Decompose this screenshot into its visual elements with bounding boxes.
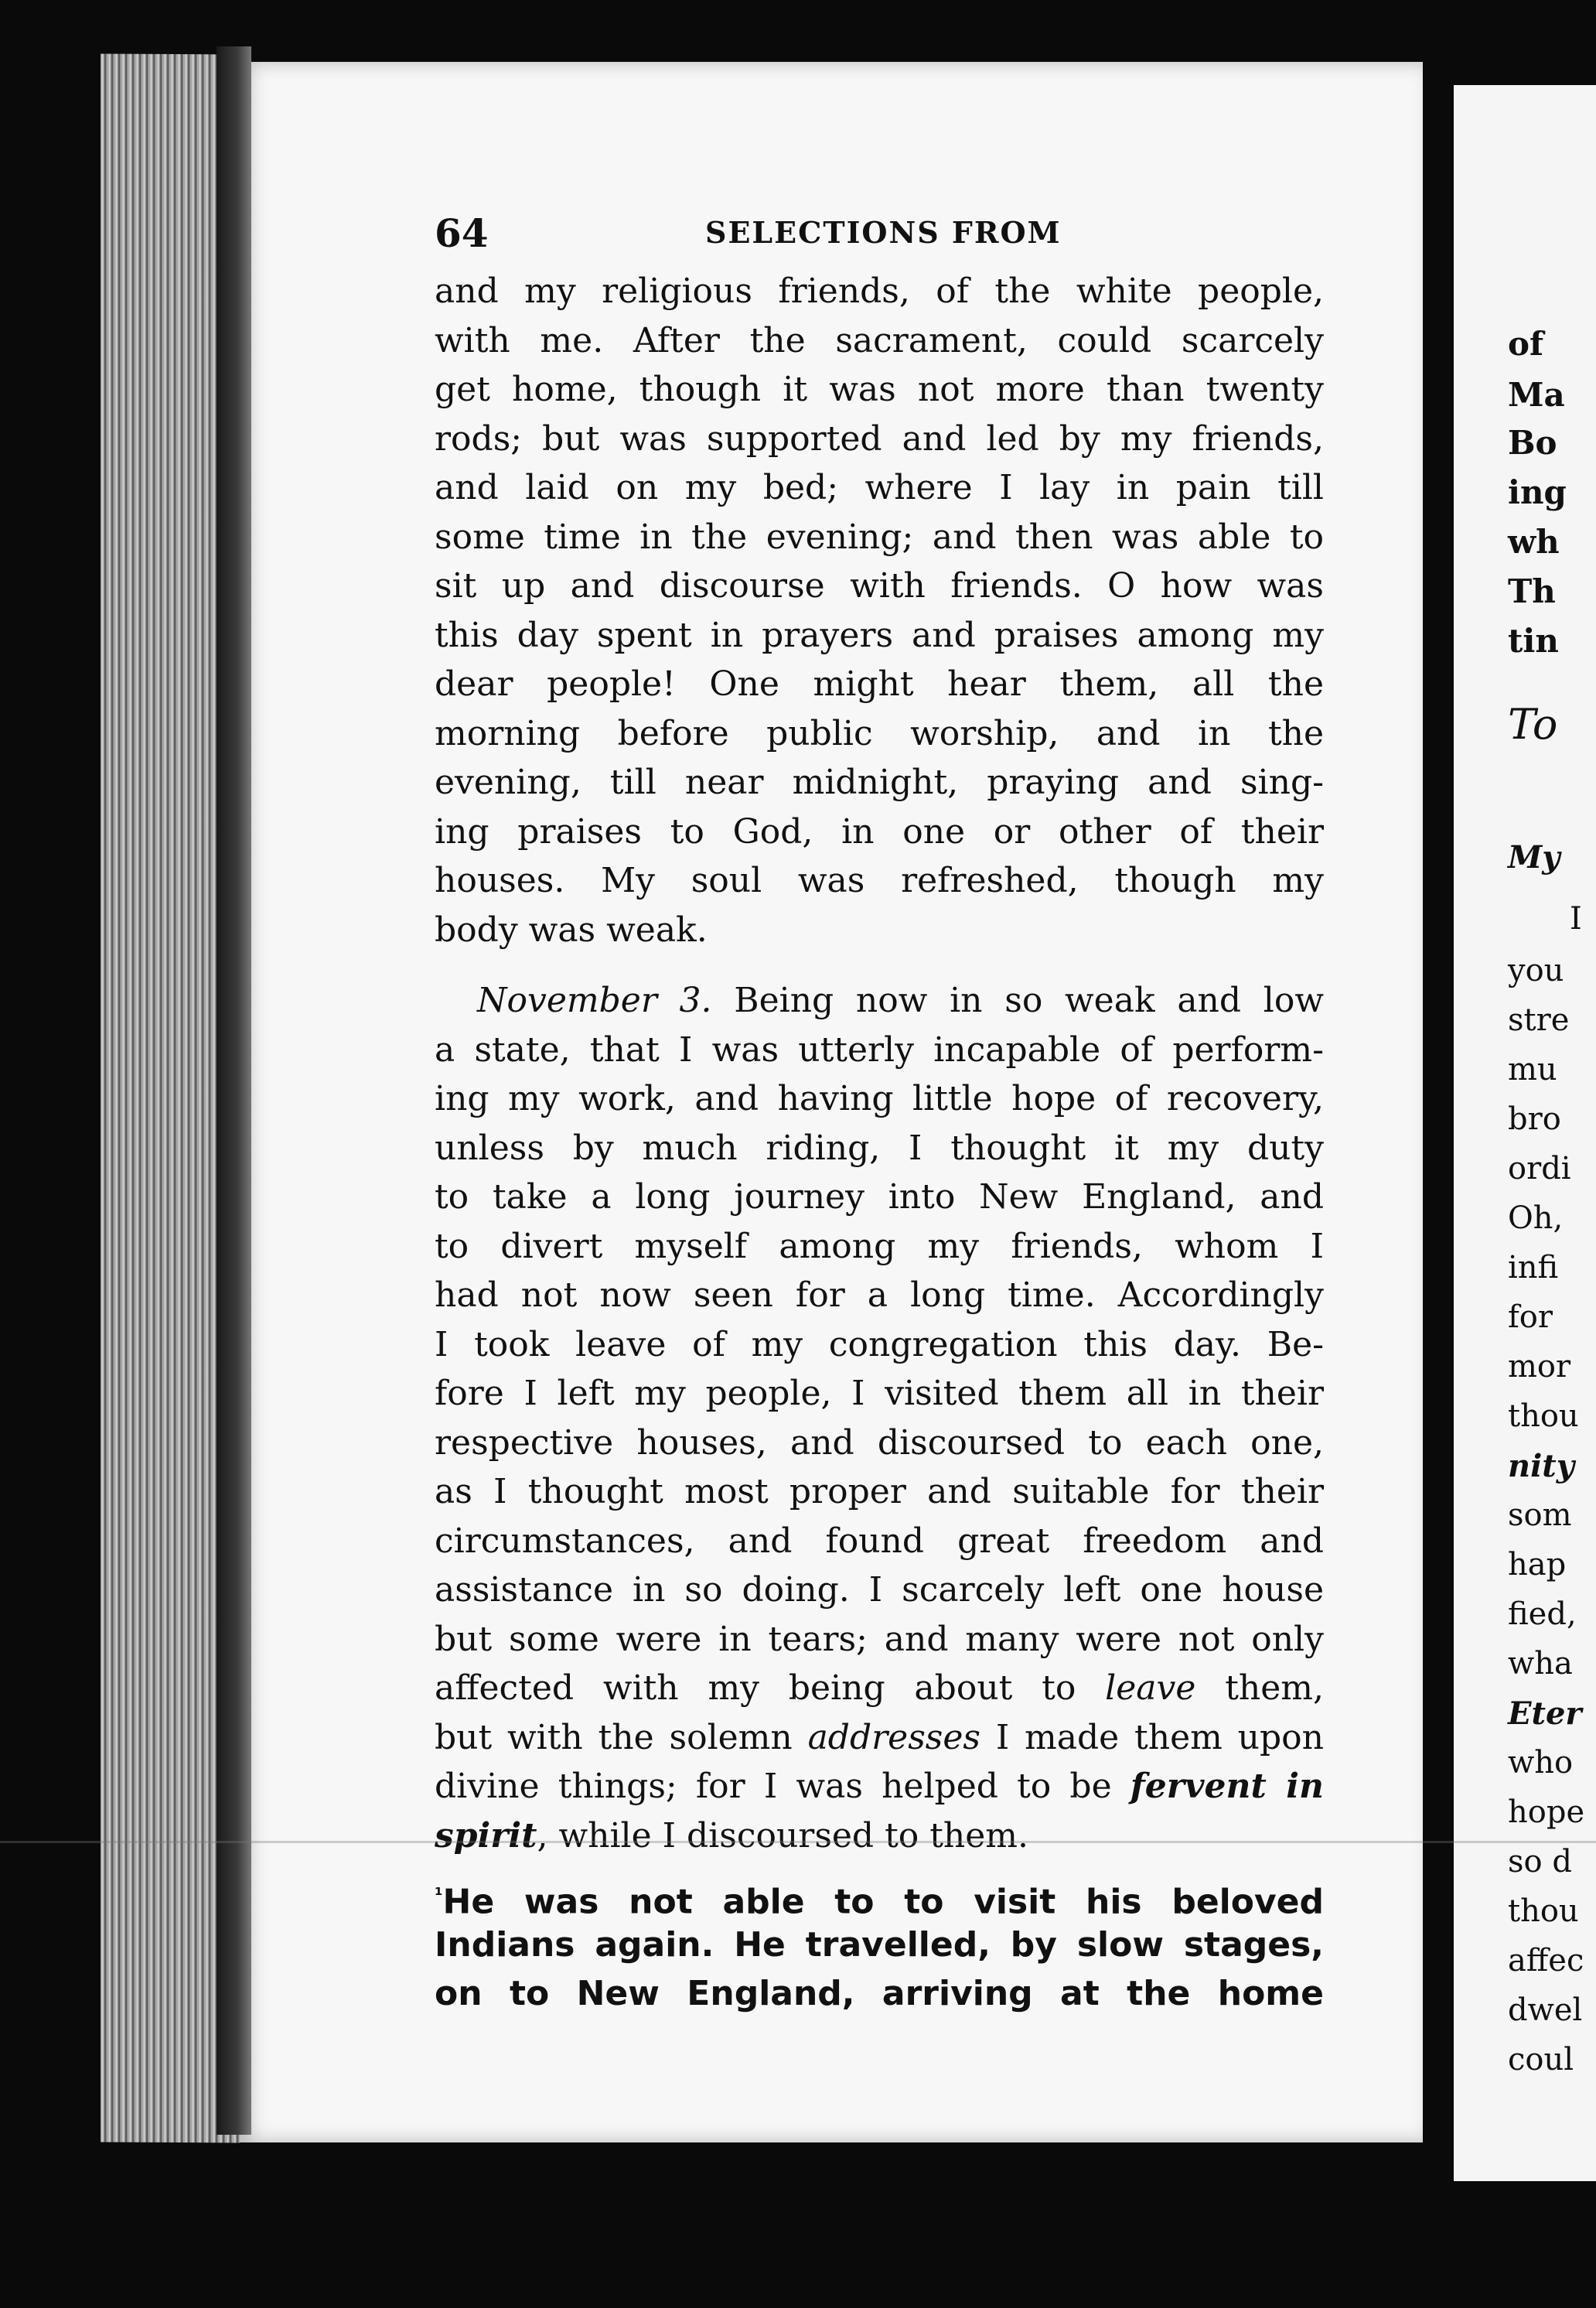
right-page-fragment: infi xyxy=(1508,1250,1559,1285)
right-page-fragment: Bo xyxy=(1508,424,1557,462)
right-page-fragment: wha xyxy=(1508,1646,1573,1681)
text-span: them, xyxy=(1195,1668,1324,1708)
right-page-fragment: som xyxy=(1508,1497,1572,1533)
note-line xyxy=(435,1871,1324,1920)
italic-word: spirit xyxy=(435,1815,537,1856)
paragraph-1 xyxy=(435,267,1324,954)
text-line: ing my work, and having little hope of recovery, xyxy=(435,1079,1324,1118)
text-line xyxy=(435,1664,1324,1713)
right-page-fragment: Ma xyxy=(1508,376,1565,414)
right-page-fragment: stre xyxy=(1508,1002,1570,1038)
italic-word: fervent in xyxy=(1130,1767,1324,1806)
right-page-fragment: you xyxy=(1508,953,1564,988)
italic-word: leave xyxy=(1105,1668,1196,1708)
text-line: rods; but was supported and led by my friends, xyxy=(435,418,1324,459)
text-line: ing praises to God, in one or other of their xyxy=(435,811,1324,852)
right-page-fragment: affec xyxy=(1508,1943,1584,1979)
right-page-fragment: thou xyxy=(1508,1398,1579,1434)
text-line xyxy=(435,1762,1324,1811)
text-span: but with the solemn xyxy=(435,1717,808,1757)
text-span: Being now in so weak and low xyxy=(711,981,1324,1020)
text-line xyxy=(435,976,1324,1026)
right-page-fragment: of xyxy=(1508,325,1544,363)
right-page-fragment: mor xyxy=(1508,1349,1571,1384)
text-line: dear people! One might hear them, all the xyxy=(435,664,1324,704)
page-number: 64 xyxy=(435,210,489,256)
text-span: divine things; for I was helped to be xyxy=(435,1767,1130,1806)
right-page-fragment: Eter xyxy=(1508,1695,1582,1732)
text-line: as I thought most proper and suitable for their xyxy=(435,1472,1324,1511)
note-marker: ¹ xyxy=(435,1884,443,1906)
text-line: assistance in so doing. I scarcely left one house xyxy=(435,1570,1324,1610)
text-line: morning before public worship, and in the xyxy=(435,713,1324,753)
text-line: to take a long journey into New England, and xyxy=(435,1177,1324,1217)
right-page-fragment: so d xyxy=(1508,1844,1572,1880)
text-line: unless by much riding, I thought it my duty xyxy=(435,1128,1324,1168)
text-span: He was not able to to visit his beloved xyxy=(442,1882,1324,1922)
body-text xyxy=(435,267,1324,2019)
right-page-fragment: dwel xyxy=(1508,1992,1583,2028)
paragraph-2 xyxy=(435,976,1324,1860)
note-line: Indians again. He travelled, by slow stages, xyxy=(435,1924,1324,1965)
text-line: had not now seen for a long time. Accordingly xyxy=(435,1275,1324,1315)
right-page-subheading: My xyxy=(1508,839,1560,876)
right-page-heading: To xyxy=(1508,700,1558,749)
entry-date: November 3. xyxy=(477,981,712,1020)
text-line: get home, though it was not more than twenty xyxy=(435,370,1324,409)
right-page-fragment: who xyxy=(1508,1745,1574,1781)
text-line: respective houses, and discoursed to each one, xyxy=(435,1422,1324,1463)
text-span: I made them upon xyxy=(980,1717,1324,1757)
text-line: I took leave of my congregation this day. Be- xyxy=(435,1324,1324,1364)
right-page-fragment: hap xyxy=(1508,1547,1567,1582)
right-page-fragment: for xyxy=(1508,1299,1553,1335)
note-line: on to New England, arriving at the home xyxy=(435,1974,1324,2013)
right-page-fragment: Th xyxy=(1508,572,1556,610)
italic-word: addresses xyxy=(807,1717,980,1757)
text-line: to divert myself among my friends, whom I xyxy=(435,1226,1324,1266)
text-line: circumstances, and found great freedom and xyxy=(435,1521,1324,1561)
text-line: fore I left my people, I visited them all in their xyxy=(435,1374,1324,1413)
right-page-fragment: nity xyxy=(1508,1448,1574,1484)
running-title: SELECTIONS FROM xyxy=(705,215,1062,250)
text-line: evening, till near midnight, praying and sing- xyxy=(435,763,1324,802)
right-page-fragment: ordi xyxy=(1508,1151,1571,1186)
right-page-fragment: I xyxy=(1570,901,1582,937)
text-line: this day spent in prayers and praises among my xyxy=(435,615,1324,655)
text-line xyxy=(435,1713,1324,1763)
text-line: body was weak. xyxy=(435,910,708,950)
right-page-fragment: tin xyxy=(1508,622,1559,660)
right-page-fragment: bro xyxy=(1508,1101,1561,1137)
running-head xyxy=(435,210,1324,257)
text-line: houses. My soul was refreshed, though my xyxy=(435,861,1324,900)
right-page-fragment: coul xyxy=(1508,2042,1574,2078)
text-line: and my religious friends, of the white people, xyxy=(435,271,1324,311)
text-span: affected with my being about to xyxy=(435,1668,1106,1708)
scan-artifact-line xyxy=(0,1841,1596,1843)
right-page-fragment: ing xyxy=(1508,473,1567,511)
right-page-fragment: thou xyxy=(1508,1893,1579,1929)
right-page-fragment: hope xyxy=(1508,1794,1585,1830)
right-page-fragment: wh xyxy=(1508,523,1560,561)
text-line: but some were in tears; and many were not only xyxy=(435,1619,1324,1659)
editorial-note xyxy=(435,1871,1324,2019)
right-page-fragment: fied, xyxy=(1508,1596,1577,1632)
right-page-fragment: Oh, xyxy=(1508,1200,1564,1236)
text-line: and laid on my bed; where I lay in pain till xyxy=(435,468,1324,507)
text-line: a state, that I was utterly incapable of perform- xyxy=(435,1029,1324,1070)
text-line: with me. After the sacrament, could scarcely xyxy=(435,320,1324,360)
binding-shadow xyxy=(217,46,251,2135)
text-line: some time in the evening; and then was able to xyxy=(435,517,1324,557)
right-page-fragment: mu xyxy=(1508,1052,1557,1087)
text-span: , while I discoursed to them. xyxy=(537,1815,1029,1856)
text-line xyxy=(435,1811,1324,1861)
text-line: sit up and discourse with friends. O how was xyxy=(435,566,1324,606)
